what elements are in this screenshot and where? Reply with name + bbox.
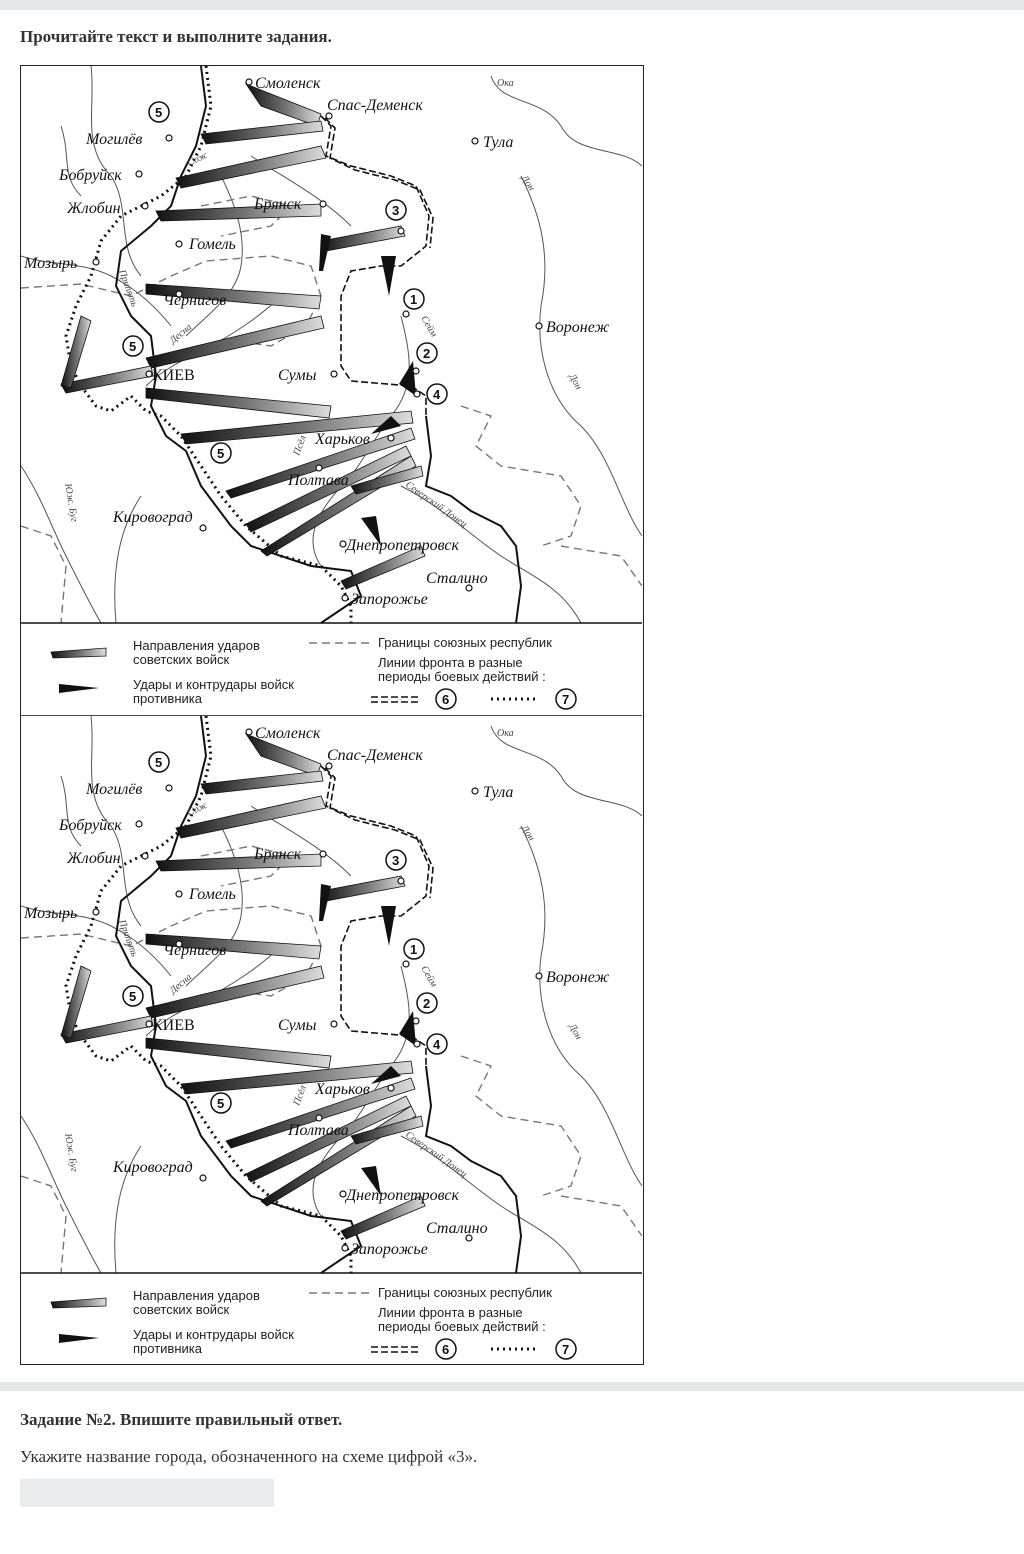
river-seim: Сейм: [418, 314, 440, 340]
river-desna: Десна: [167, 321, 195, 347]
legend-fronts-2: периоды боевых действий :: [378, 1319, 546, 1334]
marker-4: 4: [433, 1037, 441, 1052]
city-kiev: КИЕВ: [152, 1017, 195, 1034]
river-pripyat: Припять: [116, 268, 140, 309]
city-mozyr: Мозырь: [24, 905, 78, 922]
section-divider: [0, 1382, 1024, 1391]
task-title: Задание №2. Впишите правильный ответ.: [20, 1410, 343, 1429]
city-sumy: Сумы: [278, 367, 317, 384]
city-smolensk: Смоленск: [255, 75, 321, 92]
city-gomel: Гомель: [189, 236, 236, 253]
marker-5b: 5: [129, 339, 137, 354]
city-mogilev: Могилёв: [86, 131, 143, 148]
city-tula: Тула: [483, 134, 514, 151]
city-poltava: Полтава: [288, 1122, 349, 1139]
legend-soviet-2: советских войск: [133, 652, 230, 667]
city-voronezh: Воронеж: [546, 319, 610, 336]
intro-text: Прочитайте текст и выполните задания.: [20, 27, 332, 46]
river-sev-donets: Северский Донец: [403, 1129, 469, 1180]
legend-enemy-1: Удары и контрудары войск: [133, 677, 294, 692]
river-oka: Ока: [497, 728, 514, 739]
river-yuzh-bug: Юж. Буг: [62, 482, 80, 523]
city-kharkov: Харьков: [315, 1081, 370, 1098]
answer-input[interactable]: [20, 1479, 274, 1507]
legend-marker-6: 6: [442, 1342, 450, 1357]
map-figure: [20, 65, 644, 1365]
city-poltava: Полтава: [288, 472, 349, 489]
marker-1: 1: [410, 942, 418, 957]
task-question: Укажите название города, обозначенного на схеме цифрой «3».: [20, 1447, 478, 1466]
marker-5c: 5: [217, 446, 225, 461]
river-desna: Десна: [167, 971, 195, 997]
river-don-south: Дон: [566, 372, 585, 392]
marker-5b: 5: [129, 989, 137, 1004]
city-bobruisk: Бобруйск: [59, 817, 122, 834]
legend-soviet-2: советских войск: [133, 1302, 230, 1317]
legend-marker-7: 7: [562, 1342, 570, 1357]
river-sozh: Сож: [185, 799, 210, 819]
city-sumy: Сумы: [278, 1017, 317, 1034]
city-zhlobin: Жлобин: [67, 200, 121, 217]
city-dnepropetrovsk: Днепропетровск: [346, 537, 459, 554]
city-zaporozhye: Запорожье: [351, 591, 428, 608]
river-oka: Ока: [497, 78, 514, 89]
legend-fronts-1: Линии фронта в разные: [378, 655, 523, 670]
legend-marker-6: 6: [442, 692, 450, 707]
legend-enemy-2: противника: [133, 691, 202, 706]
city-gomel: Гомель: [189, 886, 236, 903]
city-zhlobin: Жлобин: [67, 850, 121, 867]
city-spas-demensk: Спас-Деменск: [327, 97, 423, 114]
city-bobruisk: Бобруйск: [59, 167, 122, 184]
city-smolensk: Смоленск: [255, 725, 321, 742]
city-mozyr: Мозырь: [24, 255, 78, 272]
city-stalino: Сталино: [426, 1220, 488, 1237]
marker-5a: 5: [155, 105, 163, 120]
city-voronezh: Воронеж: [546, 969, 610, 986]
river-sozh: Сож: [185, 149, 210, 169]
city-bryansk: Брянск: [254, 846, 302, 863]
legend-soviet-1: Направления ударов: [133, 638, 260, 653]
marker-4: 4: [433, 387, 441, 402]
legend-borders: Границы союзных республик: [378, 1285, 552, 1300]
river-don-south: Дон: [566, 1022, 585, 1042]
city-bryansk: Брянск: [254, 196, 302, 213]
city-mogilev: Могилёв: [86, 781, 143, 798]
legend-soviet-1: Направления ударов: [133, 1288, 260, 1303]
marker-2: 2: [423, 346, 431, 361]
legend-fronts-2: периоды боевых действий :: [378, 669, 546, 684]
river-don-north: Дон: [518, 823, 537, 844]
legend-borders: Границы союзных республик: [378, 635, 552, 650]
marker-5a: 5: [155, 755, 163, 770]
city-kirovograd: Кировоград: [113, 1159, 193, 1176]
city-kiev: КИЕВ: [152, 367, 195, 384]
map-bottom: [21, 716, 642, 1359]
marker-5c: 5: [217, 1096, 225, 1111]
city-kirovograd: Кировоград: [113, 509, 193, 526]
marker-1: 1: [410, 292, 418, 307]
top-divider: [0, 0, 1024, 10]
legend-enemy-2: противника: [133, 1341, 202, 1356]
city-kharkov: Харьков: [315, 431, 370, 448]
city-chernigov: Чернигов: [163, 292, 227, 309]
marker-3: 3: [392, 853, 400, 868]
marker-2: 2: [423, 996, 431, 1011]
legend-marker-7: 7: [562, 692, 570, 707]
city-chernigov: Чернигов: [163, 942, 227, 959]
city-spas-demensk: Спас-Деменск: [327, 747, 423, 764]
city-zaporozhye: Запорожье: [351, 1241, 428, 1258]
legend-fronts-1: Линии фронта в разные: [378, 1305, 523, 1320]
city-tula: Тула: [483, 784, 514, 801]
river-psel: Псёл: [291, 1084, 309, 1108]
map-top: [21, 66, 642, 709]
river-psel: Псёл: [291, 434, 309, 458]
city-stalino: Сталино: [426, 570, 488, 587]
river-don-north: Дон: [518, 173, 537, 194]
river-seim: Сейм: [418, 964, 440, 990]
river-yuzh-bug: Юж. Буг: [62, 1132, 80, 1173]
city-dnepropetrovsk: Днепропетровск: [346, 1187, 459, 1204]
river-pripyat: Припять: [116, 918, 140, 959]
river-sev-donets: Северский Донец: [403, 479, 469, 530]
marker-3: 3: [392, 203, 400, 218]
legend-enemy-1: Удары и контрудары войск: [133, 1327, 294, 1342]
